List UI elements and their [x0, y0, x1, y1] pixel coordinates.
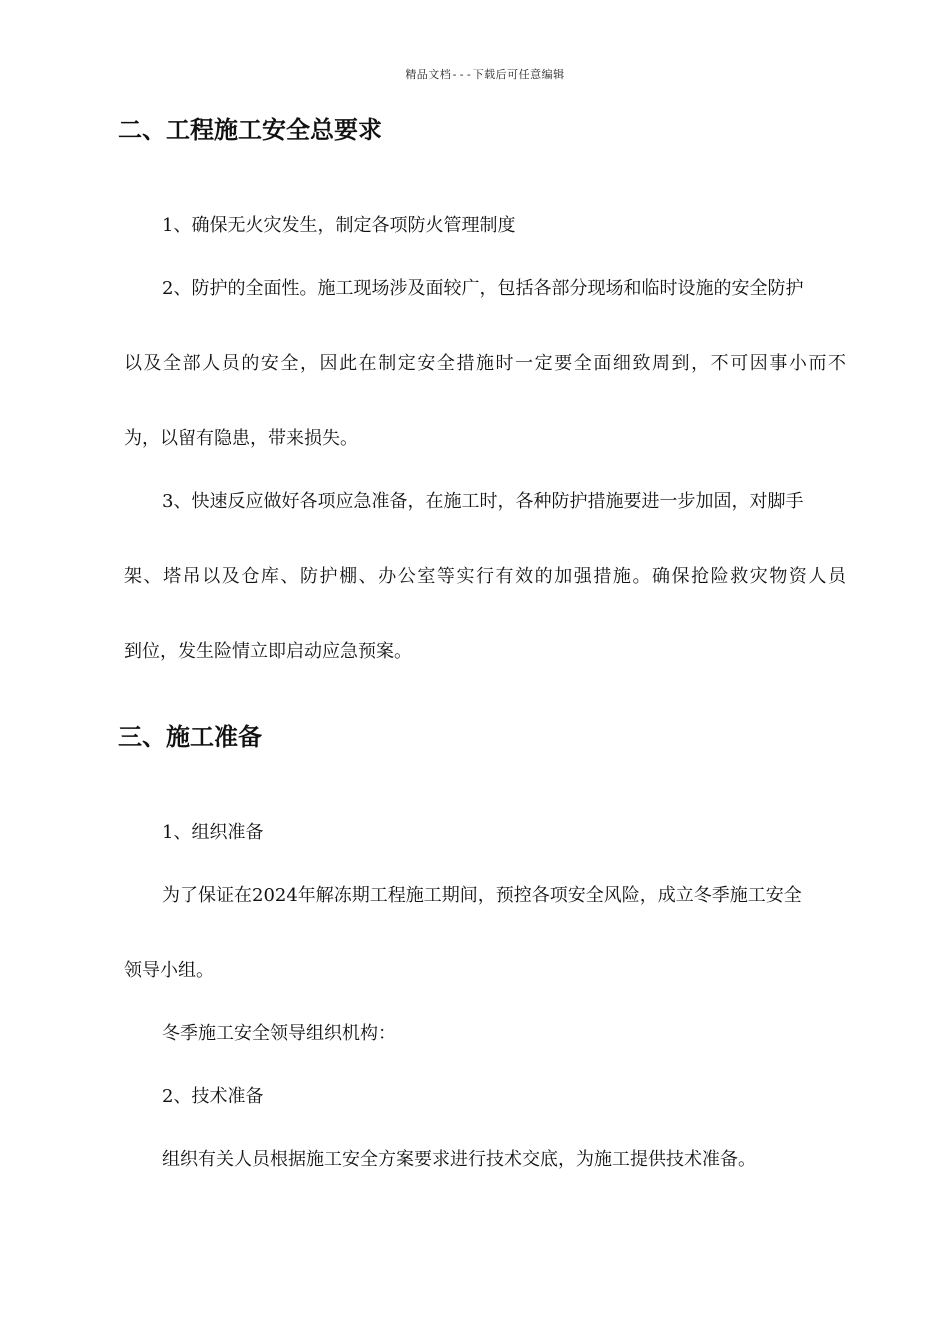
header-note: 精品文档---下载后可任意编辑: [405, 68, 565, 81]
paragraph-line: 为，以留有隐患，带来损失。: [124, 428, 358, 449]
paragraph-line: 领导小组。: [124, 960, 214, 981]
paragraph-line: 1、确保无火灾发生，制定各项防火管理制度: [162, 215, 516, 236]
paragraph-line: 为了保证在2024年解冻期工程施工期间，预控各项安全风险，成立冬季施工安全: [162, 885, 802, 906]
section-heading-safety-requirements: 二、工程施工安全总要求: [118, 116, 382, 144]
paragraph-line: 到位，发生险情立即启动应急预案。: [124, 641, 412, 662]
paragraph-line: 架、塔吊以及仓库、防护棚、办公室等实行有效的加强措施。确保抢险救灾物资人员: [124, 566, 846, 587]
paragraph-line: 2、防护的全面性。施工现场涉及面较广，包括各部分现场和临时设施的安全防护: [162, 278, 804, 299]
paragraph-line: 2、技术准备: [162, 1086, 264, 1107]
paragraph-line: 冬季施工安全领导组织机构：: [162, 1023, 396, 1044]
paragraph-line: 3、快速反应做好各项应急准备，在施工时，各种防护措施要进一步加固，对脚手: [162, 491, 804, 512]
section-heading-construction-preparation: 三、施工准备: [118, 723, 262, 751]
paragraph-line: 组织有关人员根据施工安全方案要求进行技术交底，为施工提供技术准备。: [162, 1149, 756, 1170]
paragraph-line: 1、组织准备: [162, 822, 264, 843]
paragraph-line: 以及全部人员的安全，因此在制定安全措施时一定要全面细致周到，不可因事小而不: [124, 353, 846, 374]
